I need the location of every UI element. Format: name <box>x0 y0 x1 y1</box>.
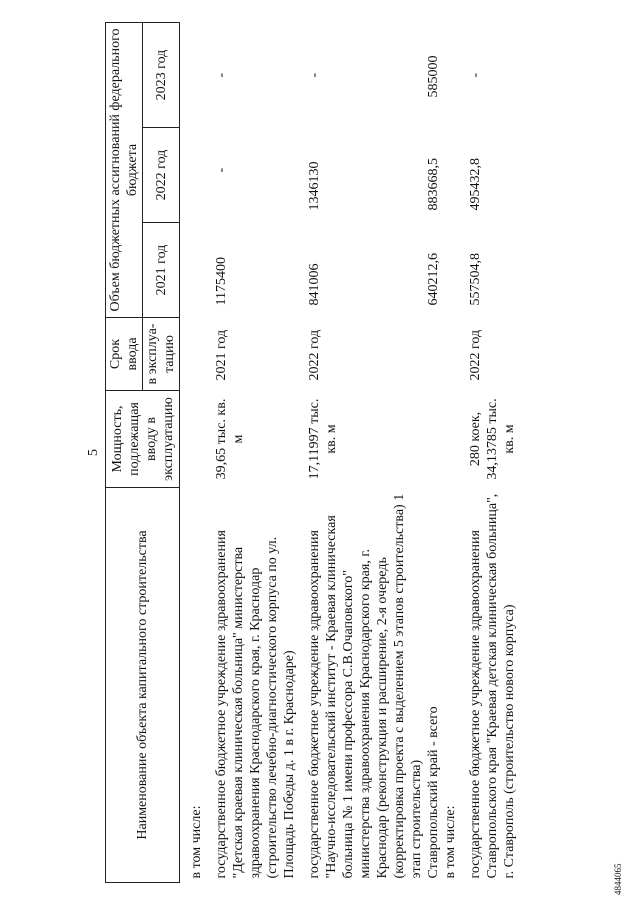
row-2021: 1175400 <box>214 257 229 306</box>
table-row <box>306 22 425 882</box>
header-term-top: Срок ввода <box>106 318 143 391</box>
row-name: в том числе: <box>189 805 204 879</box>
row-name: государственное бюджетное учреждение здравоохранения Ставропольского края "Краевая детская клиническая больница", г. Ставрополь (строительство нового корпуса) <box>468 493 517 879</box>
row-name: Ставропольский край - всего <box>426 706 441 879</box>
row-2021: 557504,8 <box>468 253 483 306</box>
row-2023: - <box>307 72 322 78</box>
header-term-bottom: в эксплуа-тацию <box>143 318 180 391</box>
row-2022 <box>188 128 205 223</box>
row-capacity: 39,65 тыс. кв. м <box>214 398 246 480</box>
row-2022: - <box>214 167 229 173</box>
row-capacity <box>425 391 442 488</box>
table-row <box>442 22 459 882</box>
row-capacity: 280 коек, 34,13785 тыс. кв. м <box>468 398 517 480</box>
table-row <box>213 22 298 882</box>
row-2023 <box>188 22 205 127</box>
row-2021: 640212,6 <box>426 253 441 306</box>
row-name: в том числе: <box>443 805 458 879</box>
row-term: 2022 год <box>468 329 483 381</box>
header-capacity: Мощность, подлежащая вводу в эксплуатацию <box>106 391 180 488</box>
row-term: 2021 год <box>214 329 229 381</box>
header-object-name: Наименование объекта капитального строительства <box>106 488 180 883</box>
row-capacity <box>442 391 459 488</box>
table-row <box>425 22 442 882</box>
row-name: государственное бюджетное учреждение здравоохранения "Детская краевая клиническая больница" министерства здравоохранения Краснодарского края, г. Краснодар (строительство лечебно-диагностического корпуса по ул. Площадь Победы д. 1 в г. Краснодаре) <box>214 530 297 879</box>
page-number: 5 <box>86 449 101 456</box>
row-2022 <box>442 128 459 223</box>
row-2021 <box>442 223 459 318</box>
row-2022: 883668,5 <box>426 158 441 211</box>
table-row <box>188 22 205 882</box>
row-2022: 495432,8 <box>468 158 483 211</box>
header-year-2022: 2022 год <box>143 128 180 223</box>
row-2021: 841006 <box>307 263 322 306</box>
capital-construction-table <box>105 22 518 883</box>
row-2023: 585000 <box>426 55 441 98</box>
header-budget: Объем бюджетных ассигнований федерального бюджета <box>106 22 143 317</box>
row-term <box>188 318 205 391</box>
row-2022: 1346130 <box>307 161 322 211</box>
row-capacity <box>188 391 205 488</box>
table-row <box>467 22 518 882</box>
footer-code: 4844065 <box>613 863 623 895</box>
row-2021 <box>188 223 205 318</box>
header-year-2023: 2023 год <box>143 22 180 127</box>
row-2023: - <box>214 72 229 78</box>
row-2023: - <box>468 72 483 78</box>
row-term <box>425 318 442 391</box>
header-year-2021: 2021 год <box>143 223 180 318</box>
row-term: 2022 год <box>307 329 322 381</box>
row-name: государственное бюджетное учреждение здравоохранения "Научно-исследовательский институт - Краевая клиническая больница № 1 имени профессора С.В.Очаповского" министерства здравоохранения Краснодарского края, г. Краснодар (реконструкция и расширение, 2-я очередь (корректировка проекта с выделением 5 этапов строительства) 1 этап строительства) <box>307 493 424 879</box>
row-2023 <box>442 22 459 127</box>
row-term <box>442 318 459 391</box>
row-capacity: 17,11997 тыс. кв. м <box>307 398 339 480</box>
